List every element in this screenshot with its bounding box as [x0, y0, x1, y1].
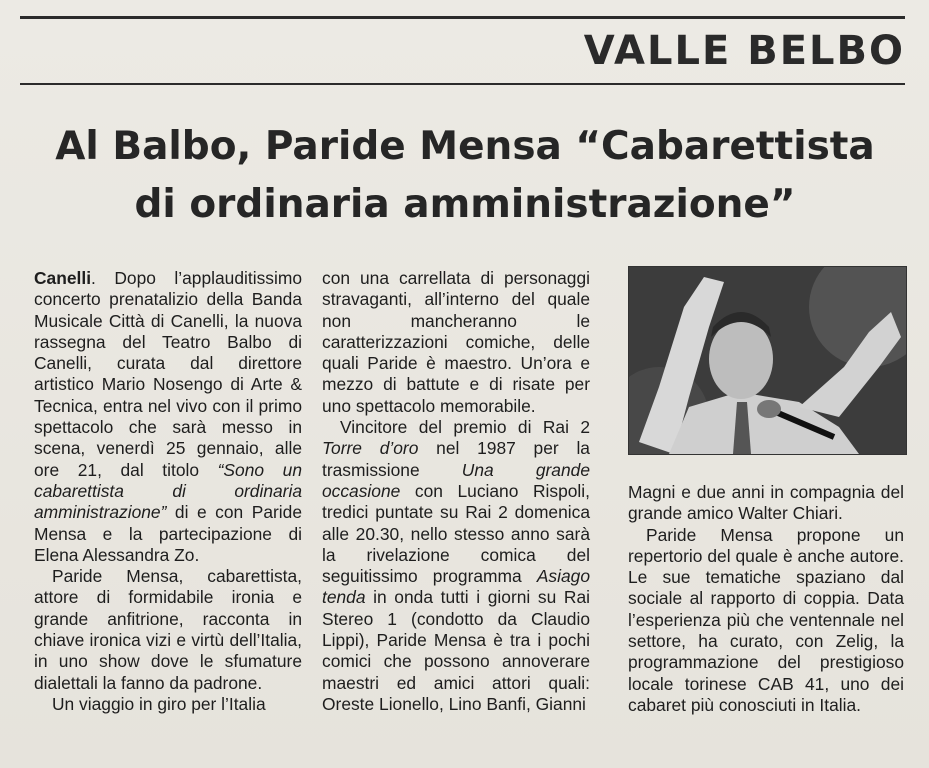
section-title: VALLE BELBO [583, 28, 905, 74]
article-column-3 [628, 482, 904, 716]
performer-photo [628, 266, 907, 455]
paragraph: Paride Mensa propone un repertorio del quale è anche autore. Le sue tematiche spaziano dal sociale al rapporto di coppia. Data l’esperienza più che ventennale nel settore, ha curato, con Zelig, la programmazione del prestigioso locale torinese CAB 41, uno dei cabaret più conosciuti in Italia. [628, 524, 904, 715]
headline [20, 118, 910, 234]
headline-line-2: di ordinaria amministrazione” [134, 182, 796, 227]
paragraph-text: nel 1987 per la trasmissione [322, 438, 590, 480]
header-rule [20, 83, 905, 85]
paragraph-text: Vincitore del premio di Rai 2 [340, 417, 590, 438]
award-title: Torre d’oro [322, 438, 419, 459]
paragraph: Magni e due anni in compagnia del grande amico Walter Chiari. [628, 482, 904, 524]
program-title: Una grande occasione [322, 459, 590, 501]
top-rule [20, 16, 905, 19]
paragraph-text: . Dopo l’applauditissimo concerto prenatalizio della Banda Musicale Città di Canelli, la nuova rassegna del Teatro Balbo di Canelli, curata dal direttore artistico Mario Nosengo di Arte & Tecnica, entra nel vivo con il primo spettacolo che sarà messo in scena, venerdì 25 gennaio, alle ore 21, dal titolo [34, 268, 302, 480]
paragraph [322, 417, 590, 715]
paragraph: con una carrellata di personaggi stravaganti, all’interno del quale non mancheranno le caratterizzazioni comiche, delle quali Paride è maestro. Un’ora e mezzo di battute e di risate per uno spettacolo memorabile. [322, 268, 590, 416]
article-column-1 [34, 268, 302, 715]
show-title: “Sono un cabarettista di ordinaria amministrazione” [34, 459, 302, 523]
article-column-2 [322, 268, 590, 715]
paragraph-text: con Luciano Rispoli, tredici puntate su Rai 2 domenica alle 20.30, nello stesso anno sarà la rivelazione comica del seguitissimo programma [322, 480, 590, 587]
dateline: Canelli [34, 268, 92, 288]
headline-line-1: Al Balbo, Paride Mensa “Cabarettista [55, 124, 875, 169]
paragraph-text: di e con Paride Mensa e la partecipazione di Elena Alessandra Zo. [34, 502, 302, 565]
photo-illustration [629, 267, 906, 454]
paragraph: Un viaggio in giro per l’Italia [52, 693, 266, 714]
paragraph: Paride Mensa, cabarettista, attore di formidabile ironia e grande anfitrione, racconta in chiave ironica vizi e virtù dell’Italia, in uno show dove le sfumature dialettali la fanno da padrone. [34, 566, 302, 693]
paragraph [34, 268, 302, 566]
program-title: Asiago tenda [322, 566, 590, 608]
paragraph-text: in onda tutti i giorni su Rai Stereo 1 (condotto da Claudio Lippi), Paride Mensa è tra i pochi comici che possono annoverare maestri ed amici attori quali: Oreste Lionello, Lino Banfi, Gianni [322, 587, 590, 714]
